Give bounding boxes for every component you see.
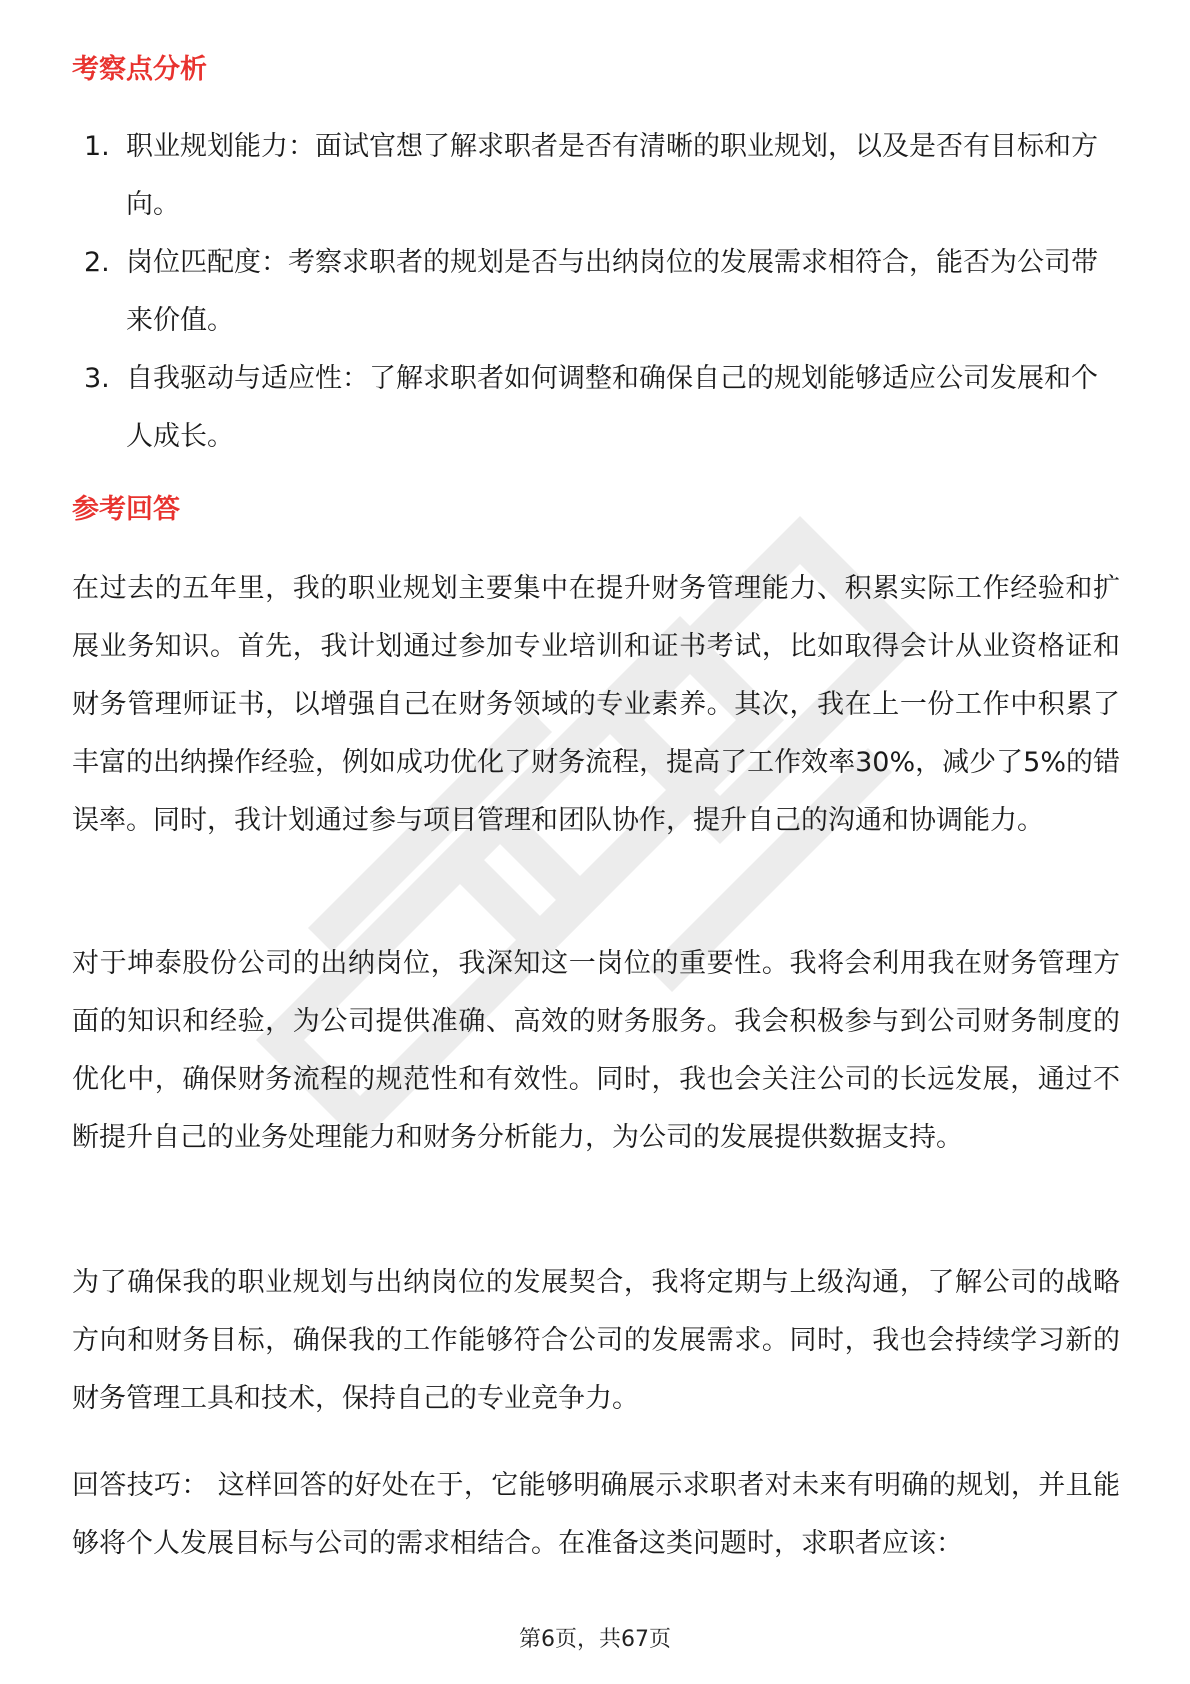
answer-paragraph-1: 在过去的五年里，我的职业规划主要集中在提升财务管理能力、积累实际工作经验和扩展业务知识。首先，我计划通过参加专业培训和证书考试，比如取得会计从业资格证和财务管理师证书，以增强自己在财务领域的专业素养。其次，我在上一份工作中积累了丰富的出纳操作经验，例如成功优化了财务流程，提高了工作效率30%，减少了5%的错误率。同时，我计划通过参与项目管理和团队协作，提升自己的沟通和协调能力。	[72, 573, 1120, 836]
list-item	[72, 234, 1112, 350]
answer-tips-paragraph: 回答技巧： 这样回答的好处在于，它能够明确展示求职者对未来有明确的规划，并且能够将个人发展目标与公司的需求相结合。在准备这类问题时，求职者应该：	[72, 1470, 1120, 1559]
list-item-number: 3.	[84, 363, 110, 394]
list-item-number: 2.	[84, 247, 110, 278]
list-item-number: 1.	[84, 131, 110, 162]
answer-heading: 参考回答	[72, 494, 180, 525]
list-item	[72, 118, 1112, 234]
list-item-text: 职业规划能力：面试官想了解求职者是否有清晰的职业规划，以及是否有目标和方向。	[126, 131, 1098, 220]
analysis-heading: 考察点分析	[72, 54, 207, 85]
list-item-text: 自我驱动与适应性：了解求职者如何调整和确保自己的规划能够适应公司发展和个人成长。	[126, 363, 1098, 452]
answer-paragraph-2: 对于坤泰股份公司的出纳岗位，我深知这一岗位的重要性。我将会利用我在财务管理方面的知识和经验，为公司提供准确、高效的财务服务。我会积极参与到公司财务制度的优化中，确保财务流程的规范性和有效性。同时，我也会关注公司的长远发展，通过不断提升自己的业务处理能力和财务分析能力，为公司的发展提供数据支持。	[72, 948, 1120, 1153]
list-item	[72, 350, 1112, 466]
analysis-points-list	[72, 118, 1112, 466]
answer-paragraph-3: 为了确保我的职业规划与出纳岗位的发展契合，我将定期与上级沟通，了解公司的战略方向和财务目标，确保我的工作能够符合公司的发展需求。同时，我也会持续学习新的财务管理工具和技术，保持自己的专业竞争力。	[72, 1267, 1120, 1414]
page-number-footer: 第6页，共67页	[519, 1627, 671, 1652]
list-item-text: 岗位匹配度：考察求职者的规划是否与出纳岗位的发展需求相符合，能否为公司带来价值。	[126, 247, 1098, 336]
